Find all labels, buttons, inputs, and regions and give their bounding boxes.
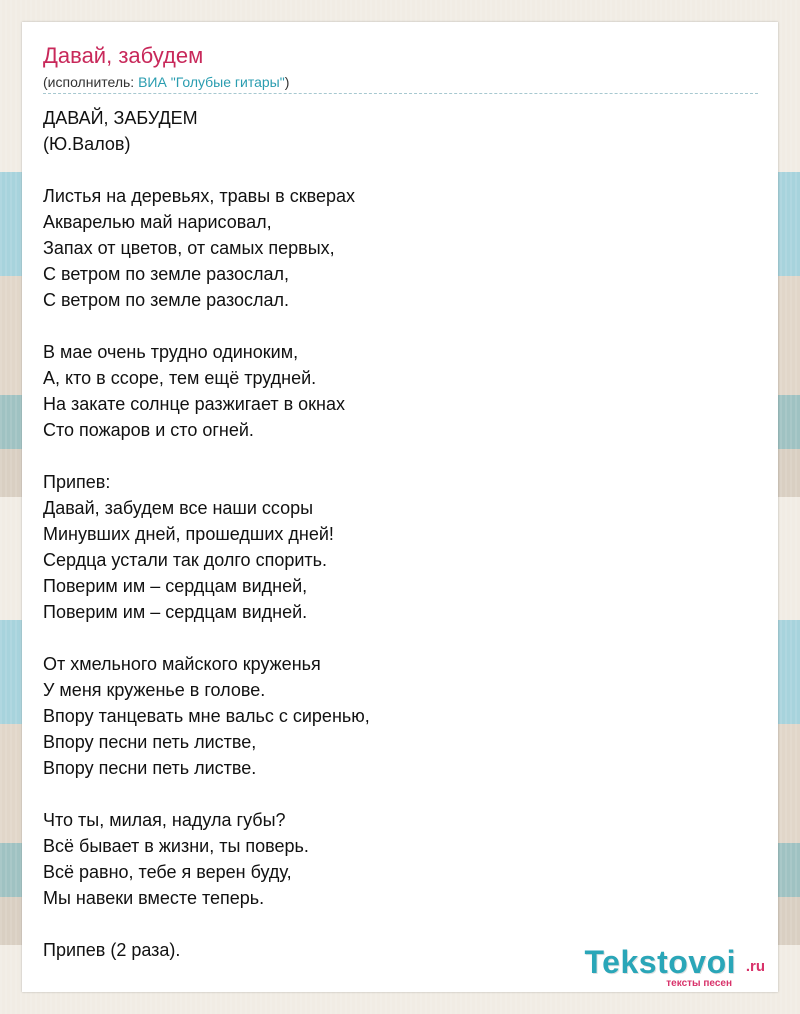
logo-brand-text: Tekstovoi [584,944,736,980]
lyric-line: Всё равно, тебе я верен буду, [43,862,292,882]
lyric-line: С ветром по земле разослал, [43,264,290,284]
artist-link[interactable]: ВИА "Голубые гитары" [138,74,285,90]
lyric-line: Сто пожаров и сто огней. [43,420,254,440]
logo-domain-suffix: .ru [745,958,765,975]
lyric-line: Всё бывает в жизни, ты поверь. [43,836,309,856]
lyric-line: ДАВАЙ, ЗАБУДЕМ [43,108,198,128]
lyric-line: А, кто в ссоре, тем ещё трудней. [43,368,317,388]
lyric-line: (Ю.Валов) [43,134,131,154]
performer-line [43,73,289,91]
lyric-line: Мы навеки вместе теперь. [43,888,265,908]
lyric-line: Впору песни петь листве. [43,758,257,778]
stanza-gap [43,781,743,807]
lyric-line: Сердца устали так долго спорить. [43,550,328,570]
lyrics-text [43,105,743,963]
lyric-line: На закате солнце разжигает в окнах [43,394,346,414]
lyric-line: Акварелью май нарисовал, [43,212,272,232]
lyric-line: Листья на деревьях, травы в скверах [43,186,356,206]
lyric-line: Впору песни петь листве, [43,732,257,752]
site-logo[interactable] [550,944,770,992]
lyric-line: Припев: [43,472,111,492]
stanza-gap [43,157,743,183]
logo-tagline: тексты песен [666,978,732,989]
title-divider [43,93,758,94]
lyric-line: У меня круженье в голове. [43,680,266,700]
lyric-line: Что ты, милая, надула губы? [43,810,286,830]
stanza-gap [43,911,743,937]
stanza-gap [43,625,743,651]
lyric-line: Давай, забудем все наши ссоры [43,498,314,518]
lyric-line: Поверим им – сердцам видней. [43,602,308,622]
lyric-line: Поверим им – сердцам видней, [43,576,308,596]
lyric-line: В мае очень трудно одиноким, [43,342,299,362]
stanza-gap [43,313,743,339]
lyric-line: От хмельного майского круженья [43,654,321,674]
song-title: Давай, забудем [43,43,204,68]
performer-prefix: (исполнитель: [43,74,139,90]
lyrics-card [22,22,778,992]
lyric-line: Впору танцевать мне вальс с сиренью, [43,706,370,726]
stanza-gap [43,443,743,469]
lyric-line: Минувших дней, прошедших дней! [43,524,334,544]
lyric-line: Припев (2 раза). [43,940,181,960]
performer-suffix: ) [284,74,290,90]
lyric-line: С ветром по земле разослал. [43,290,290,310]
lyric-line: Запах от цветов, от самых первых, [43,238,335,258]
